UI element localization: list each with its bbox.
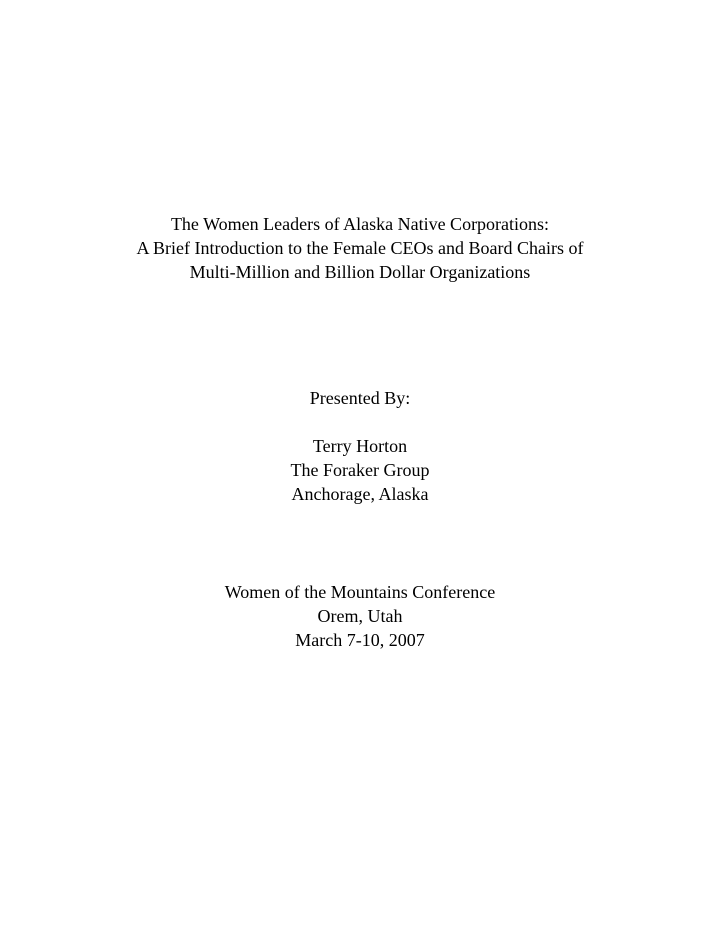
author-section	[0, 434, 720, 506]
title-line-2: A Brief Introduction to the Female CEOs and Board Chairs of	[136, 238, 584, 258]
title-line-1: The Women Leaders of Alaska Native Corporations:	[170, 214, 550, 234]
event-name: Women of the Mountains Conference	[224, 582, 496, 602]
document-title	[0, 212, 720, 284]
author-organization: The Foraker Group	[290, 460, 430, 480]
author-name: Terry Horton	[312, 436, 408, 456]
presented-by-section	[0, 386, 720, 410]
event-dates: March 7-10, 2007	[295, 630, 425, 650]
presented-by-label: Presented By:	[309, 388, 411, 408]
title-line-3: Multi-Million and Billion Dollar Organizations	[189, 262, 531, 282]
event-section	[0, 580, 720, 652]
author-location: Anchorage, Alaska	[291, 484, 429, 504]
event-location: Orem, Utah	[317, 606, 403, 626]
